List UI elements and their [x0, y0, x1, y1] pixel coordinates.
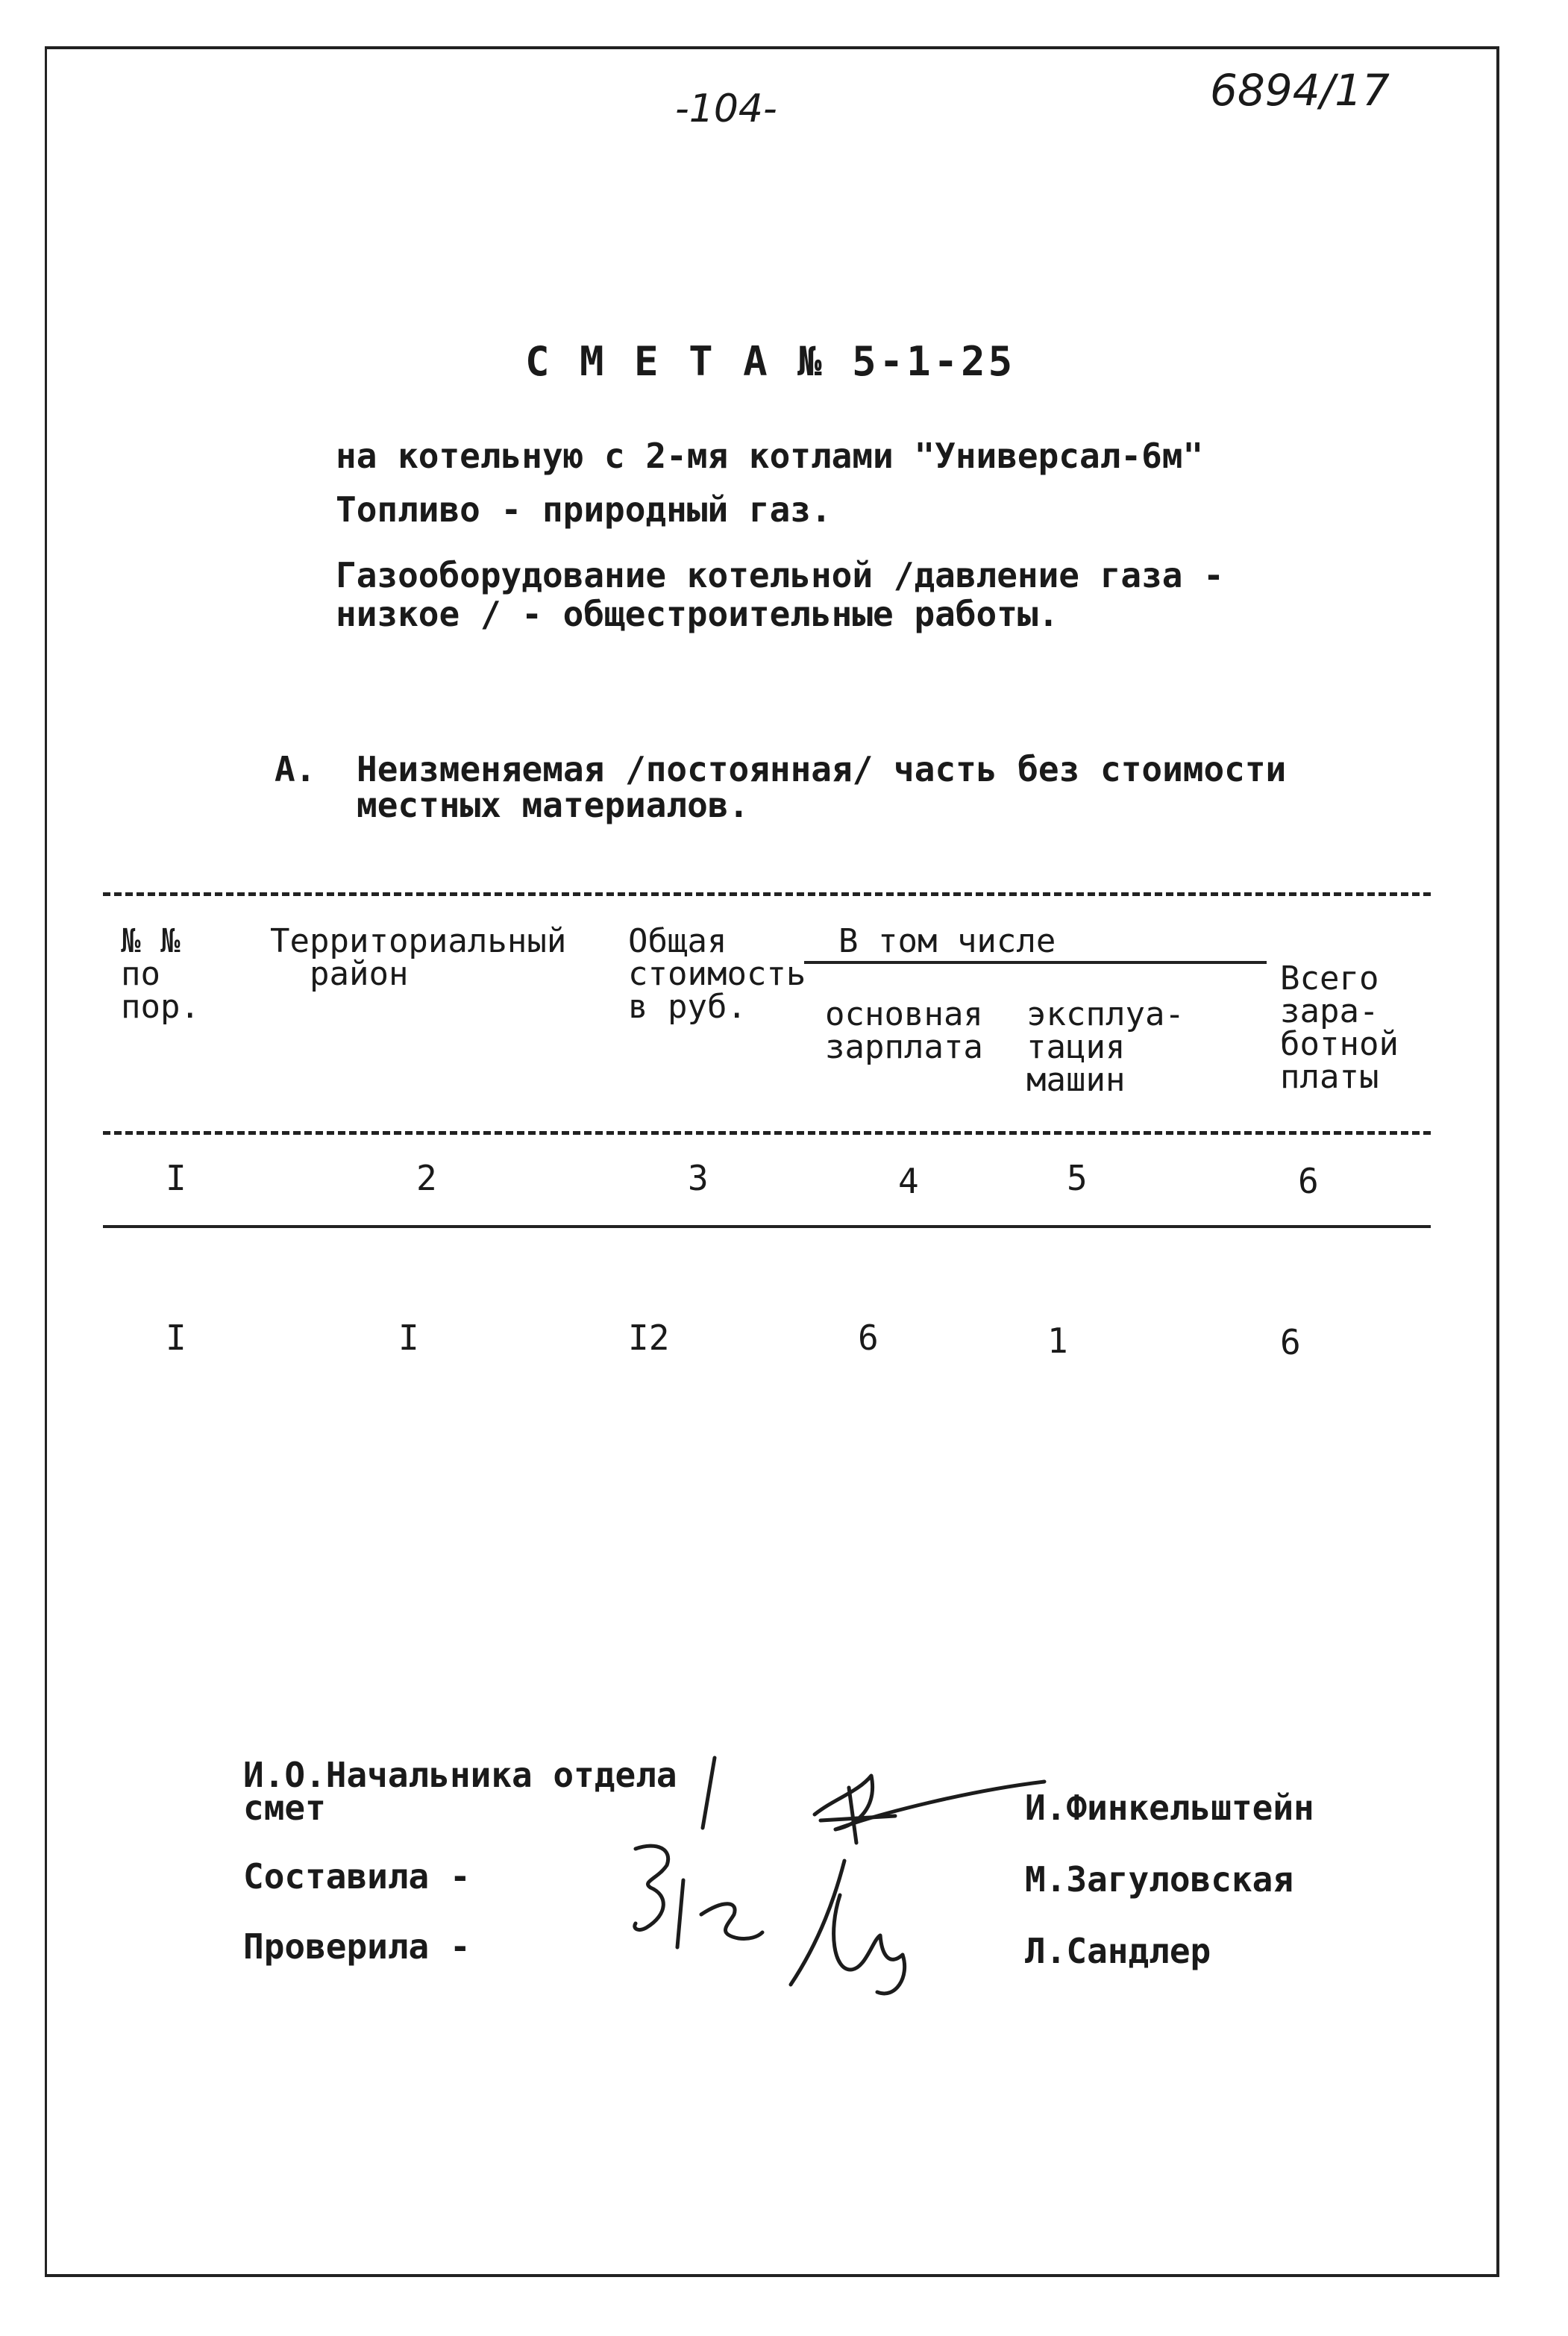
page-number: -104-	[675, 87, 777, 131]
table-cell: I	[398, 1318, 419, 1358]
signature-role-head: И.О.Начальника отдела смет	[243, 1755, 677, 1828]
signature-role-checked: Проверила -	[243, 1926, 471, 1967]
signature-name-head: И.Финкельштейн	[1025, 1788, 1314, 1828]
header-col-total-cost: Общая стоимость в руб.	[628, 922, 806, 1026]
signature-name-compiled: М.Загуловская	[1025, 1859, 1294, 1900]
table-cell: I2	[628, 1318, 670, 1358]
col-number-3: 3	[688, 1158, 709, 1198]
subtitle-line-2: Топливо - природный газ.	[336, 489, 832, 530]
subtitle-line-1: на котельную с 2-мя котлами "Универсал-6м"	[336, 436, 1204, 476]
col-number-2: 2	[416, 1158, 437, 1198]
header-group-including: В том числе	[838, 922, 1056, 960]
document-title: С М Е Т А № 5-1-25	[525, 338, 1016, 385]
header-col-number: № № по пор.	[121, 922, 200, 1026]
header-col-region: Территориальный район	[270, 922, 567, 993]
col-number-4: 4	[898, 1161, 919, 1201]
header-col-total-salary: Всего зара- ботной платы	[1280, 959, 1399, 1096]
section-line-2: местных материалов.	[357, 785, 750, 825]
signature-compiled	[635, 1846, 668, 1929]
section-letter: А.	[275, 749, 316, 789]
subtitle-line-3: Газооборудование котельной /давление газа -	[336, 555, 1224, 595]
document-number: 6894/17	[1210, 65, 1390, 116]
table-cell: 6	[1280, 1322, 1301, 1362]
signature-role-compiled: Составила -	[243, 1856, 471, 1897]
table-cell: I	[166, 1318, 186, 1358]
section-line-1: Неизменяемая /постоянная/ часть без стоимости	[357, 749, 1287, 789]
table-cell: 6	[858, 1318, 879, 1358]
header-col-base-salary: основная зарплата	[825, 995, 983, 1066]
table-cell: 1	[1047, 1321, 1068, 1361]
signature-slash	[703, 1758, 715, 1828]
signature-checked	[791, 1861, 844, 1985]
col-number-1: I	[166, 1158, 186, 1198]
signature-name-checked: Л.Сандлер	[1025, 1931, 1211, 1971]
col-number-5: 5	[1067, 1158, 1088, 1198]
col-number-6: 6	[1298, 1161, 1319, 1201]
subtitle-line-4: низкое / - общестроительные работы.	[336, 594, 1059, 634]
header-col-machine-operation: эксплуа- тация машин	[1026, 995, 1185, 1099]
